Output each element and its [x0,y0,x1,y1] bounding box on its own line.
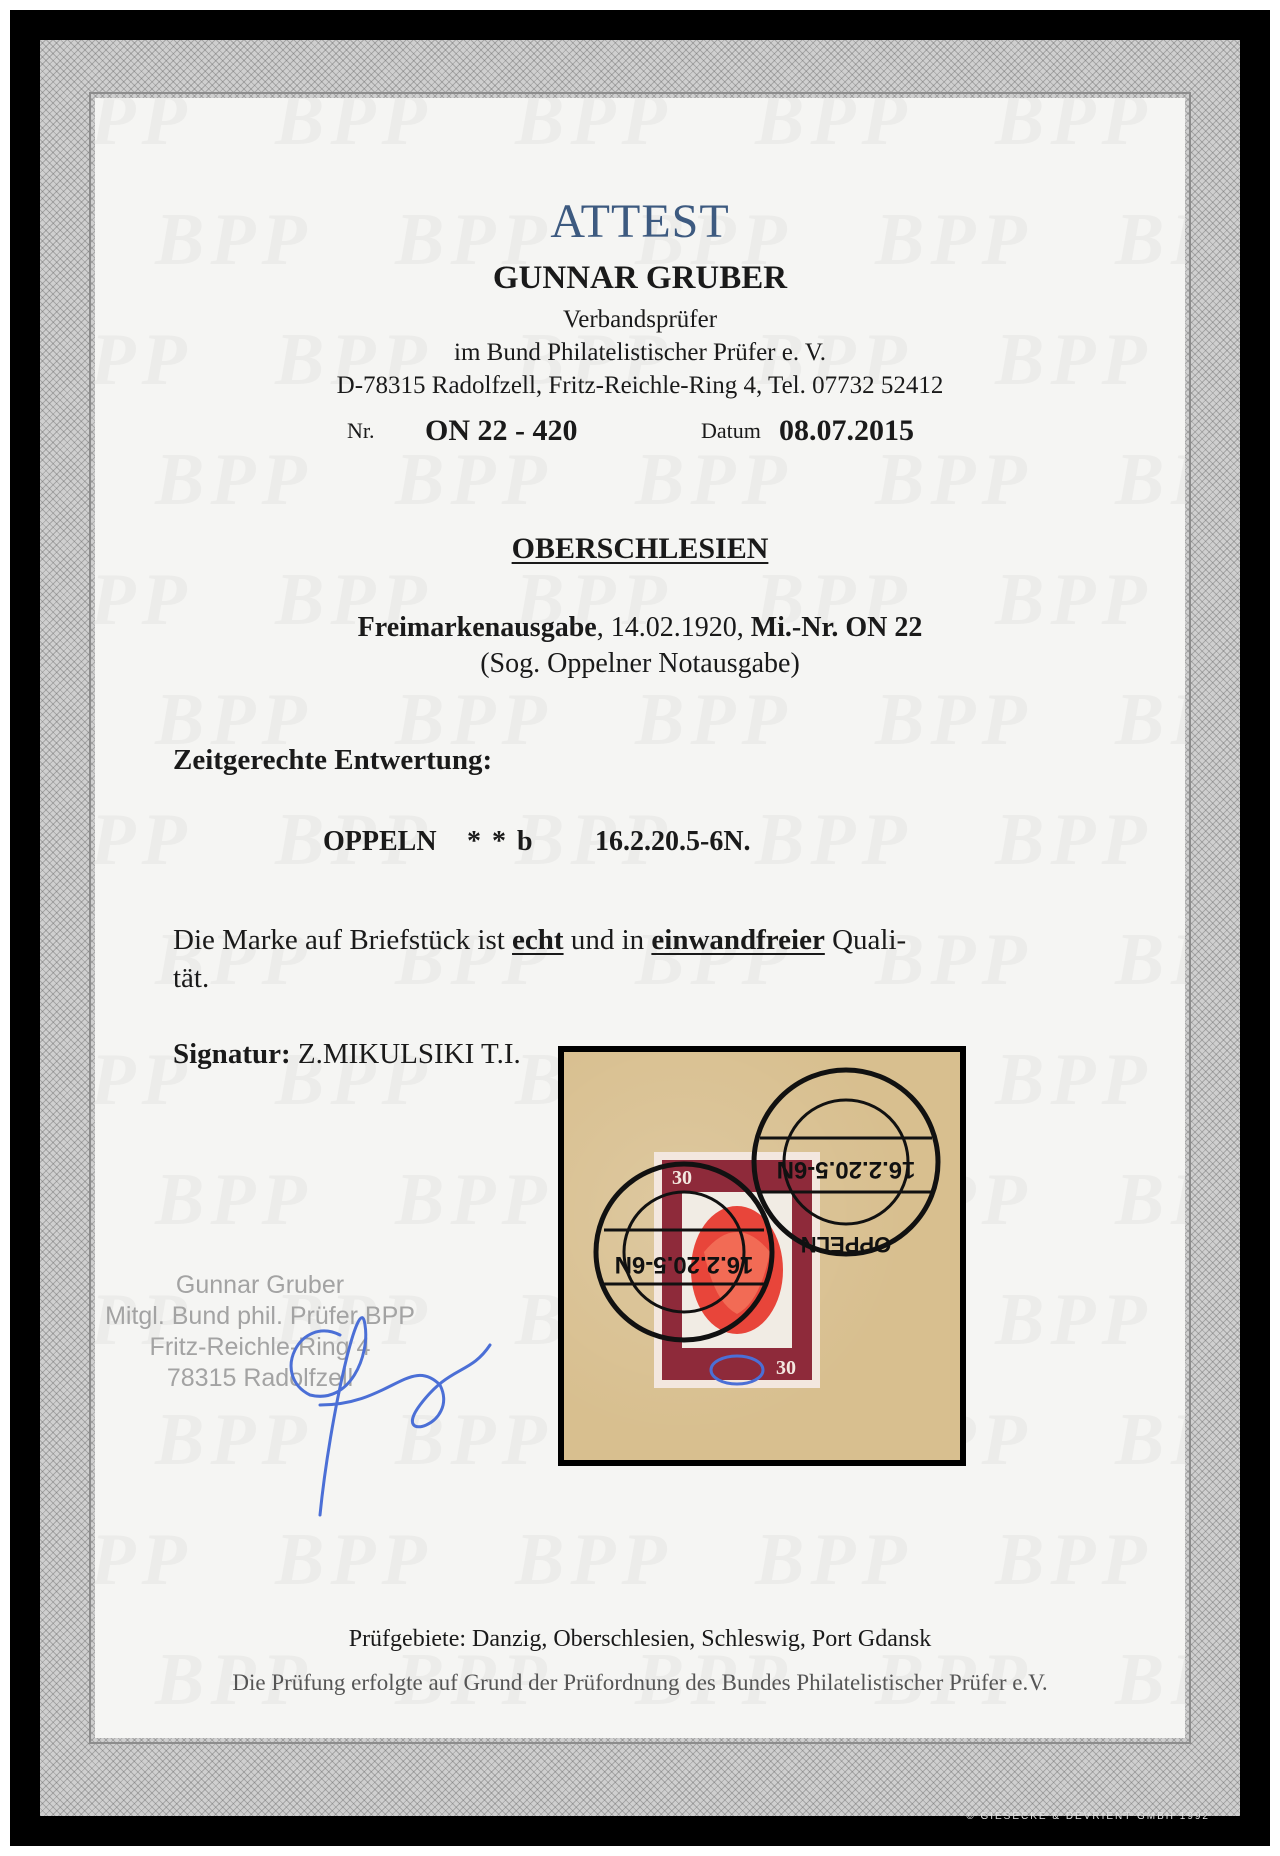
watermark-pattern [155,438,313,523]
watermark-pattern [95,98,193,163]
watermark-pattern [635,438,793,523]
watermark-pattern [1115,678,1185,763]
watermark-pattern [395,438,553,523]
date-value: 08.07.2015 [779,414,914,447]
postmark-left-date: 16.2.20.5-6N [614,1251,754,1278]
watermark-pattern [875,438,1033,523]
watermark-pattern [875,678,1033,763]
examiner-stamp-line: 78315 Radolfzell [166,1364,354,1392]
issue-line [95,612,1185,644]
examiner-address: D-78315 Radolfzell, Fritz-Reichle-Ring 4, Tel. 07732 52412 [336,372,944,399]
watermark-pattern [515,1518,673,1603]
examiner-association: im Bund Philatelistischer Prüfer e. V. [454,339,826,366]
envelope-piece [564,1052,960,1460]
issue-date: , 14.02.1920, [596,612,751,643]
examination-basis: Die Prüfung erfolgte auf Grund der Prüfordnung des Bundes Philatelistischer Prüfer e.V. [232,1670,1048,1695]
statement-text: Die Marke auf Briefstück ist [173,924,513,956]
watermark-pattern [515,98,673,163]
certificate-title: ATTEST [550,195,730,248]
statement-text: und in [563,924,652,956]
region-heading: OBERSCHLESIEN [511,532,769,565]
watermark-pattern [995,98,1153,163]
watermark-pattern [1115,1398,1185,1483]
watermark-pattern [995,1038,1153,1123]
postmark-right-date: 16.2.20.5-6N [776,1156,916,1183]
watermark-pattern [275,98,433,163]
watermark-pattern [995,798,1153,883]
number-label: Nr. [347,418,375,443]
handwritten-signature [190,1255,510,1535]
examiner-stamp-line: Fritz-Reichle-Ring 4 [149,1333,371,1361]
watermark-pattern [155,1158,313,1243]
issue-name: Freimarkenausgabe [357,612,597,643]
stamp-value-bottom: 30 [776,1357,796,1379]
statement-line-1 [173,924,906,957]
cancellation-code: * * b [467,826,533,857]
statement-text: Quali- [824,924,907,956]
cancellation-label: Zeitgerechte Entwertung: [173,744,493,776]
watermark-pattern [1115,918,1185,1003]
signature-value: Z.MIKULSIKI T.I. [297,1038,521,1070]
statement-line-2: tät. [173,962,210,994]
statement-quality: einwandfreier [651,924,825,956]
number-value: ON 22 - 420 [425,414,578,447]
watermark-pattern [755,98,913,163]
watermark-pattern [635,678,793,763]
watermark-pattern [995,1518,1153,1603]
date-label: Datum [701,418,761,443]
signature-line [173,1038,521,1071]
examination-areas: Prüfgebiete: Danzig, Oberschlesien, Schleswig, Port Gdansk [348,1626,932,1652]
watermark-pattern [995,1278,1153,1363]
watermark-pattern [1115,438,1185,523]
watermark-pattern [95,798,193,883]
cancellation-place: OPPELN [323,826,437,857]
examiner-stamp-line: Gunnar Gruber [175,1271,345,1299]
examiner-role: Verbandsprüfer [562,306,718,333]
issue-note: (Sog. Oppelner Notausgabe) [480,648,800,679]
watermark-pattern [95,1518,193,1603]
printer-copyright: © GIESECKE & DEVRIENT GMBH 1992 [966,1811,1210,1822]
postmark-right-place: OPPELN [800,1232,892,1257]
watermark-pattern [395,1158,553,1243]
issue-catalog: Mi.-Nr. ON 22 [750,612,923,643]
examiner-stamp-line: Mitgl. Bund phil. Prüfer BPP [105,1302,415,1330]
examiner-name: GUNNAR GRUBER [492,260,788,296]
watermark-pattern [1115,1158,1185,1243]
stamp-on-piece-photo [558,1046,966,1466]
watermark-pattern [755,1518,913,1603]
watermark-pattern [755,798,913,883]
cancellation-datetime: 16.2.20.5-6N. [595,826,751,857]
postmark-right [754,1070,938,1257]
statement-echt: echt [512,924,564,956]
stamp-value-top: 30 [672,1167,692,1189]
stamp-illustration [564,1052,960,1460]
signature-label: Signatur: [173,1038,291,1070]
